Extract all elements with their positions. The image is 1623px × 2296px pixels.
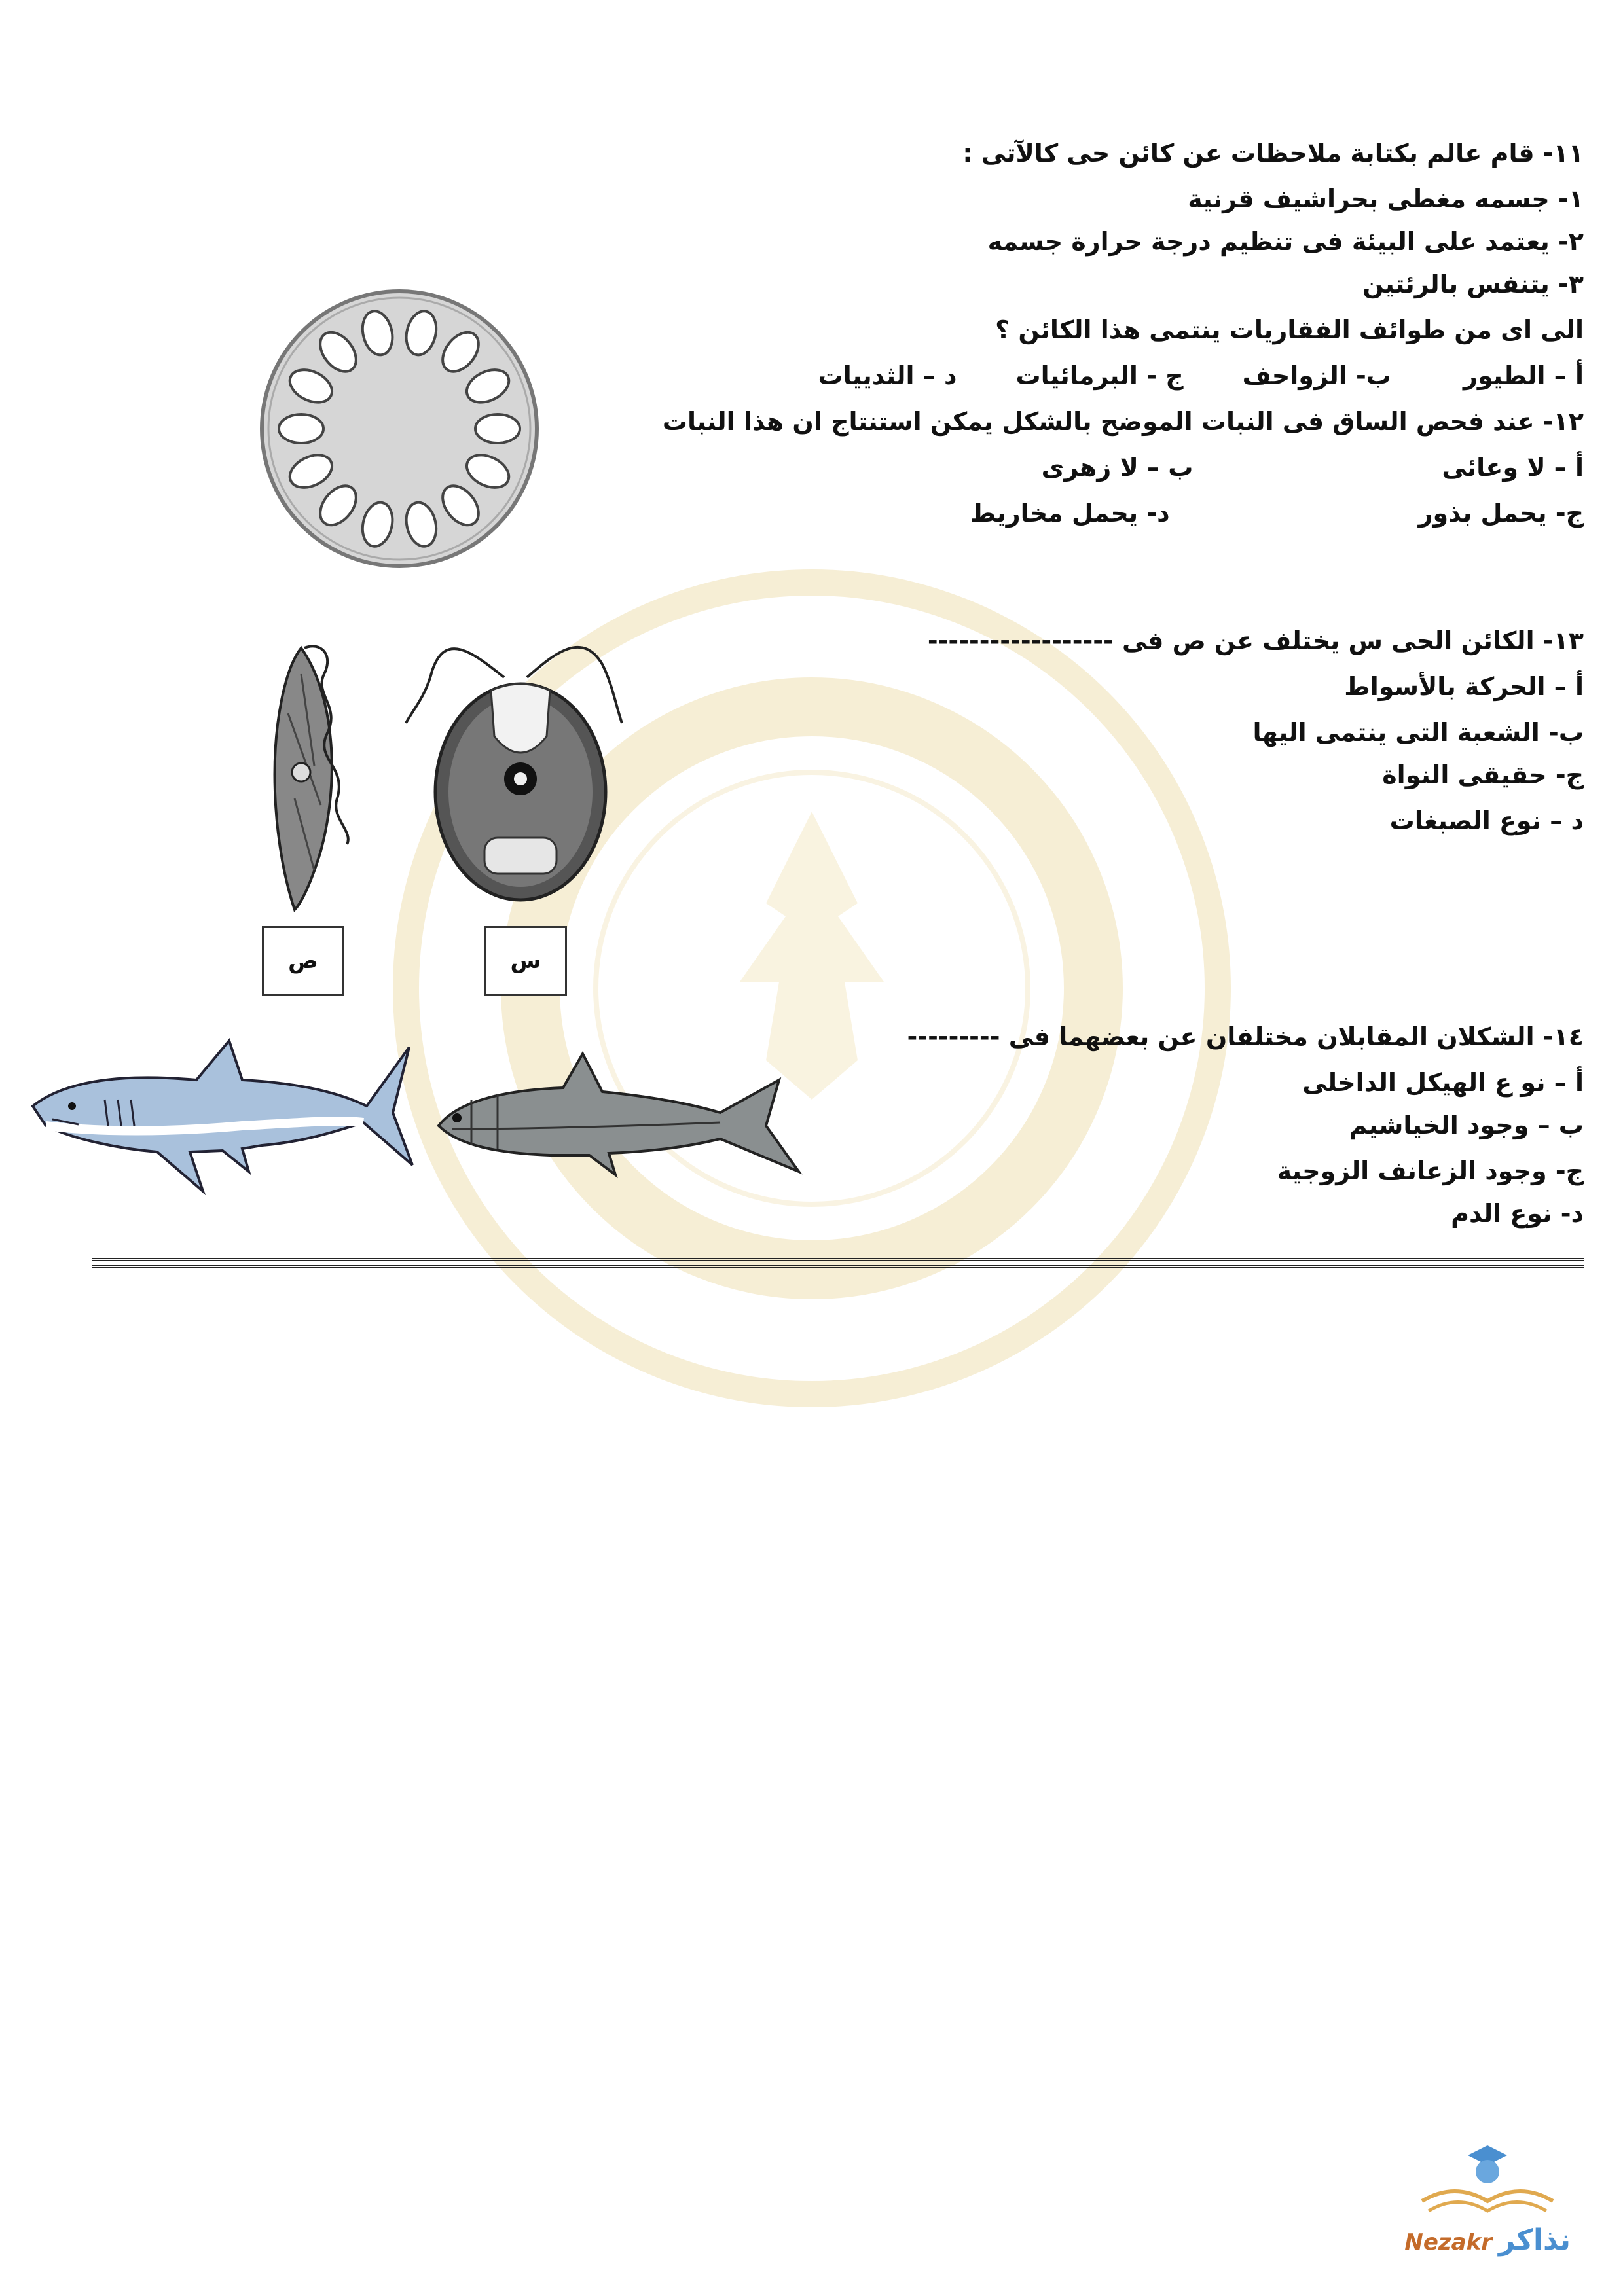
q11-option-a[interactable]: أ – الطيور	[1463, 361, 1584, 390]
q11-option-b[interactable]: ب- الزواحف	[1242, 361, 1391, 390]
q14-option-a[interactable]: أ – نو ع الهيكل الداخلى	[1302, 1068, 1584, 1097]
shark-figure	[26, 1034, 419, 1204]
q14-stem: ١٤- الشكلان المقابلان مختلفان عن بعضهما فى ---------	[907, 1022, 1584, 1051]
logo-arabic-text: نذاكر	[1499, 2223, 1571, 2257]
q12-option-d[interactable]: د- يحمل مخاريط	[970, 499, 1170, 528]
q13-option-d[interactable]: د – نوع الصبغات	[1389, 806, 1584, 835]
q14-option-b[interactable]: ب – وجود الخياشيم	[1349, 1111, 1584, 1139]
section-divider	[92, 1258, 1584, 1268]
q14-option-d[interactable]: د- نوع الدم	[1451, 1199, 1584, 1228]
q14-option-c[interactable]: ج- وجود الزعانف الزوجية	[1277, 1157, 1584, 1185]
q11-option-d[interactable]: د – الثدييات	[818, 361, 957, 390]
q11-note-2: ٢- يعتمد على البيئة فى تنظيم درجة حرارة جسمه	[987, 227, 1584, 256]
graduation-cap-book-icon	[1409, 2129, 1566, 2221]
q11-stem: ١١- قام عالم بكتابة ملاحظات عن كائن حى كالآتى :	[962, 139, 1584, 168]
q11-options	[818, 363, 1584, 388]
euglena-figure	[249, 635, 393, 916]
bony-fish-figure	[432, 1041, 818, 1191]
q12-stem: ١٢- عند فحص الساق فى النبات الموضح بالشكل يمكن استنتاج ان هذا النبات	[662, 407, 1584, 436]
q11-note-3: ٣- يتنفس بالرئتين	[1362, 270, 1584, 298]
logo-latin-text: Nezakr	[1404, 2229, 1493, 2255]
q13-stem: ١٣- الكائن الحى س يختلف عن ص فى ------------------	[927, 626, 1584, 655]
q12-option-b[interactable]: ب – لا زهرى	[1041, 453, 1194, 482]
label-box-sad: ص	[262, 926, 344, 996]
stem-cross-section-figure	[252, 281, 547, 576]
vascular-bundle	[475, 414, 520, 443]
q13-option-c[interactable]: ج- حقيقى النواة	[1382, 761, 1584, 789]
label-box-s: س	[484, 926, 567, 996]
q11-option-c[interactable]: ج - البرمائيات	[1015, 361, 1184, 390]
q11-question: الى اى من طوائف الفقاريات ينتمى هذا الكائن ؟	[995, 315, 1584, 344]
nezakr-logo	[1404, 2129, 1571, 2257]
q12-options-row1	[1042, 455, 1584, 480]
q12-option-a[interactable]: أ – لا وعائى	[1442, 453, 1584, 482]
chlamydomonas-figure	[393, 638, 648, 906]
q12-options-row2	[970, 501, 1584, 526]
q13-option-b[interactable]: ب- الشعبة التى ينتمى اليها	[1252, 718, 1584, 747]
q12-option-c[interactable]: ج- يحمل بذور	[1418, 499, 1584, 528]
q11-note-1: ١- جسمه مغطى بحراشيف قرنية	[1188, 185, 1584, 213]
q13-option-a[interactable]: أ – الحركة بالأسواط	[1344, 672, 1584, 701]
vascular-bundle	[279, 414, 323, 443]
